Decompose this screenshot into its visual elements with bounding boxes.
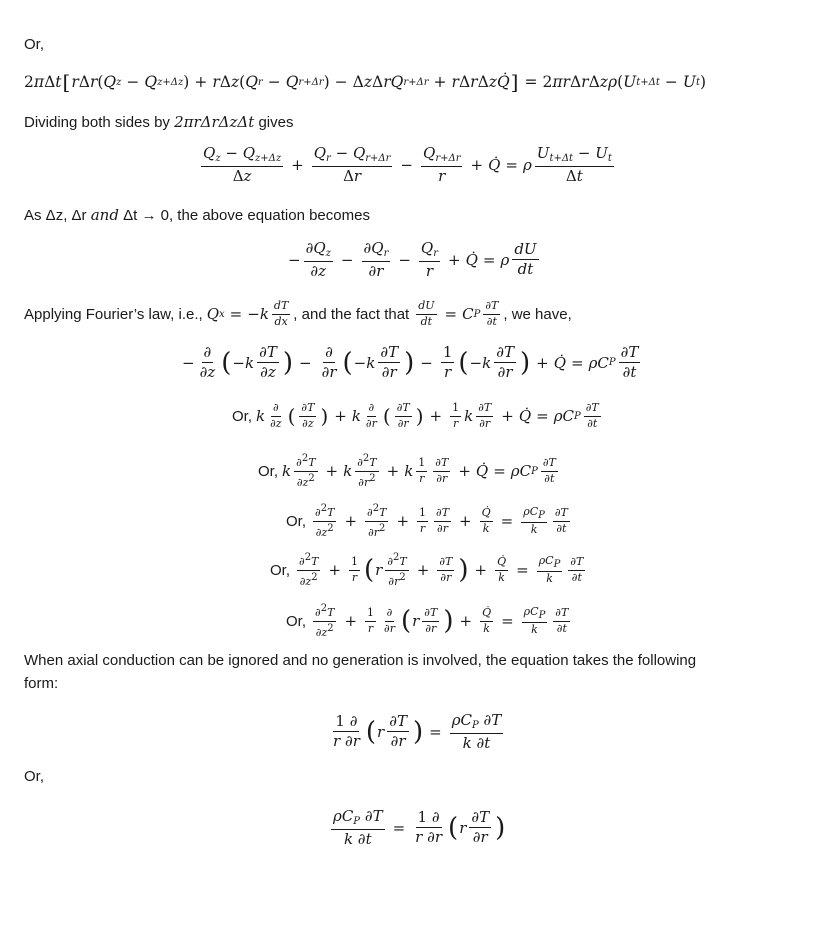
or-label: Or, (24, 36, 45, 53)
or-label-2: Or, (24, 768, 45, 785)
step6-or-label: Or, (286, 612, 307, 630)
dividing-suffix: gives (258, 114, 294, 131)
limit-text (24, 206, 370, 224)
fourier-law-math: Q x = − k dT dx (206, 299, 289, 328)
radial-swapped-equation: $\rho C_P$ ∂T k ∂t = $\frac{1 \partial}{r \partial r}$ ( r ∂T ∂r ) (333, 807, 506, 848)
src-energy-balance (0, 0, 1, 1)
limit-suffix: Δt → 0, the above equation becomes (123, 207, 370, 224)
dividing-math: 2πrΔrΔzΔt (174, 113, 255, 131)
axial-text-line1: When axial conduction can be ignored and no generation is involved, the equation takes the following (24, 652, 697, 669)
step4-equation: Or, ∂2T ∂z2 + $\frac{\partial 2T}{\partial r2}$ + $\frac{1}{r}$ ∂T ∂r + $\frac{Q̇}{k}$ = ρCP k ∂T ∂t (286, 503, 568, 539)
divided-equation: $Q_z - Q_{z+\Delta z}$ Δz + $\frac{Q_r - Q_{r+\Delta r}}{\Delta r}$ − $\frac{Q_{r+\Delta r}}{r}$ + Q̇ = ρ $U_{t+\Delta t} - U_t$ Δt (203, 144, 612, 185)
limit-equation: − $\frac{\partial Q_z}{\partial z}$ − $\frac{\partial Q_r}{\partial r}$ − $\frac{Q_r}{r}$ + Q̇ = ρ dU dt (288, 239, 537, 280)
dividing-prefix: Dividing both sides by (24, 114, 170, 131)
step5-equation: Or, ∂2T ∂z2 + $\frac{1}{r}$ ( r ∂2T ∂r2 + $\frac{\partial T}{\partial r}$ ) + $\frac{Q̇}{k}$ = ρCP k ∂T ∂t (270, 552, 584, 588)
step1-equation: − ∂ ∂z ( − k ∂T ∂z ) − ∂ ∂r ( − k ∂T ∂r ) − $\frac{1}{r}$ ( − k ∂T ∂r ) + Q̇ = ρC P ∂T ∂t (182, 343, 639, 382)
internal-energy-math: $\frac{dU}{dt}$ = C P ∂T ∂t (418, 299, 499, 328)
step5-or-label: Or, (270, 561, 291, 579)
step3-or-label: Or, (258, 462, 279, 480)
axial-text-line2: form: (24, 675, 59, 692)
dividing-text (24, 113, 293, 131)
step3-equation: Or, k ∂2T ∂z2 + k ∂2T ∂r2 + k 1 r ∂T ∂r + Q̇ = ρC P ∂T ∂t (258, 453, 556, 489)
limit-and: and (90, 206, 119, 224)
step2-or-label: Or, (232, 407, 253, 425)
fourier-prefix: Applying Fourier’s law, i.e., (24, 305, 203, 323)
limit-prefix: As Δz, Δr (24, 207, 87, 224)
radial-equation: 1 ∂ r ∂r ( r ∂T ∂r ) = $\rho C_P$ ∂T k ∂t (333, 711, 502, 752)
step2-equation: Or, k ∂ ∂z ( ∂T ∂z ) + k ∂ ∂r ( ∂T ∂r ) + $\frac{1}{r}$ k ∂T ∂r + Q̇ = ρC P ∂T ∂t (232, 401, 599, 430)
energy-balance-equation: 2 π Δ t [ r Δ r ( Q z − Q z+Δz ) + r Δ z ( Q r − Q r+Δr ) − Δ z Δ rQ r+Δr + r Δ r Δ z Q̇ ] = 2 πr Δ r Δ zρ ( U t+Δt − U t ) (24, 70, 707, 94)
fourier-suffix: , we have, (503, 305, 572, 323)
fourier-text (24, 300, 572, 328)
step4-or-label: Or, (286, 512, 307, 530)
fourier-mid: , and the fact that (293, 305, 410, 323)
step6-equation: Or, ∂2T ∂z2 + $\frac{1}{r}$ ∂ ∂r ( r ∂T ∂r ) + $\frac{Q̇}{k}$ = ρCP k ∂T ∂t (286, 603, 569, 639)
